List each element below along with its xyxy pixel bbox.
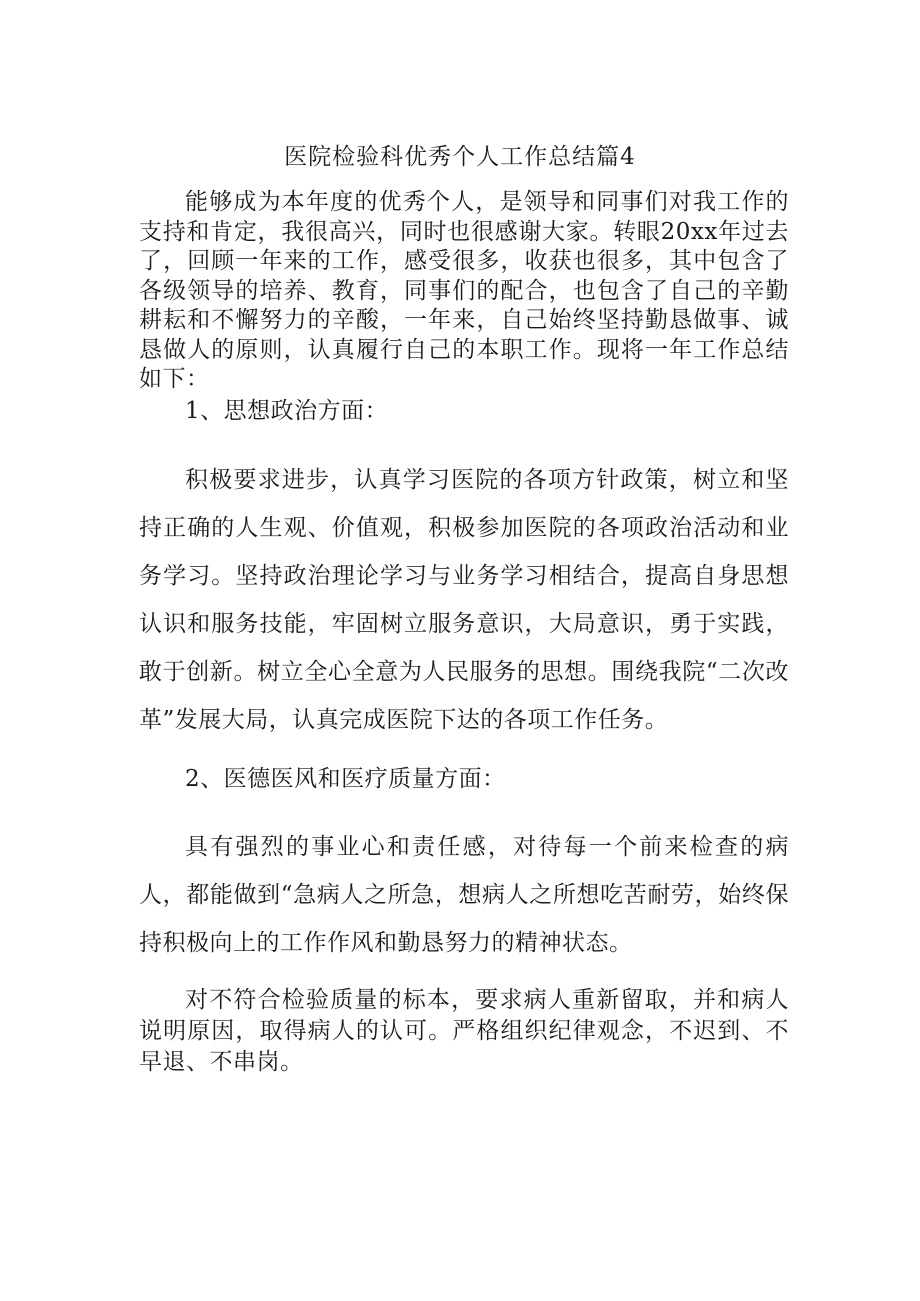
section-1-paragraph: 积极要求进步，认真学习医院的各项方针政策，树立和坚持正确的人生观、价值观，积极参加医院的各项政治活动和业务学习。坚持政治理论学习与业务学习相结合，提高自身思想认识和服务技能，牢固树立服务意识，大局意识，勇于实践，敢于创新。树立全心全意为人民服务的思想。围绕我院“二次改革”发展大局，认真完成医院下达的各项工作任务。 (139, 467, 789, 733)
section-heading-2: 2、医德医风和医疗质量方面： (185, 766, 506, 792)
section-2-paragraph-1: 具有强烈的事业心和责任感，对待每一个前来检查的病人，都能做到“急病人之所急，想病人之所想吃苦耐劳，始终保持积极向上的工作作风和勤恳努力的精神状态。 (139, 834, 789, 956)
intro-paragraph: 能够成为本年度的优秀个人，是领导和同事们对我工作的支持和肯定，我很高兴，同时也很感谢大家。转眼20xx年过去了，回顾一年来的工作，感受很多，收获也很多，其中包含了各级领导的培养、教育，同事们的配合，也包含了自己的辛勤耕耘和不懈努力的辛酸，一年来，自己始终坚持勤恳做事、诚恳做人的原则，认真履行自己的本职工作。现将一年工作总结如下： (139, 189, 789, 392)
section-2-paragraph-2: 对不符合检验质量的标本，要求病人重新留取，并和病人说明原因，取得病人的认可。严格组织纪律观念，不迟到、不早退、不串岗。 (139, 987, 789, 1075)
section-heading-1: 1、思想政治方面： (185, 398, 389, 424)
document-title: 医院检验科优秀个人工作总结篇4 (284, 144, 636, 170)
